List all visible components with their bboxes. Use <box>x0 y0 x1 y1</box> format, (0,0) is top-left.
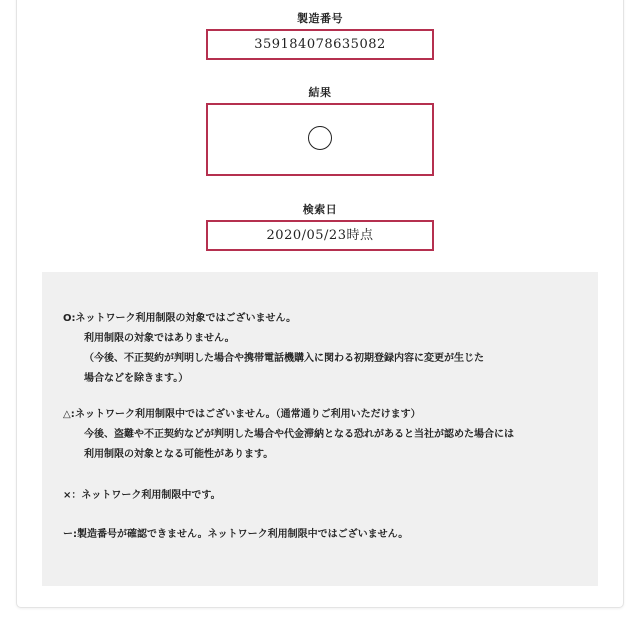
legend-item-circle <box>63 309 484 389</box>
legend-text: 今後、盗難や不正契約などが判明した場合や代金滞納となる恐れがあると当社が認めた場合には <box>84 429 514 440</box>
legend-text: （今後、不正契約が判明した場合や携帯電話機購入に関わる初期登録内容に変更が生じた <box>84 353 484 364</box>
check-date-label: 検索日 <box>302 203 338 216</box>
legend-mark: △: <box>63 409 75 420</box>
legend-item-triangle <box>63 405 514 465</box>
serial-number-field: 359184078635082 <box>206 29 434 60</box>
legend-item-cross <box>63 486 221 506</box>
circle-mark-icon <box>308 126 332 150</box>
result-label: 結果 <box>308 86 332 99</box>
legend-text: ネットワーク利用制限の対象ではございません。 <box>75 313 297 324</box>
legend-mark: ×： <box>63 490 82 501</box>
serial-number-label: 製造番号 <box>297 12 343 25</box>
legend-mark: ー: <box>63 529 77 540</box>
result-field <box>206 103 434 176</box>
legend-mark: O: <box>63 313 76 324</box>
legend-text: 利用制限の対象となる可能性があります。 <box>84 449 274 460</box>
result-legend <box>42 272 598 586</box>
legend-text: ネットワーク利用制限中です。 <box>81 490 221 501</box>
legend-text: 製造番号が確認できません。ネットワーク利用制限中ではございません。 <box>77 529 409 540</box>
check-date-field: 2020/05/23時点 <box>206 220 434 251</box>
legend-text: ネットワーク利用制限中ではございません。（通常通りご利用いただけます） <box>75 409 421 420</box>
legend-text: 利用制限の対象ではありません。 <box>84 333 235 344</box>
legend-item-dash <box>63 525 408 545</box>
legend-text: 場合などを除きます。） <box>84 373 189 384</box>
